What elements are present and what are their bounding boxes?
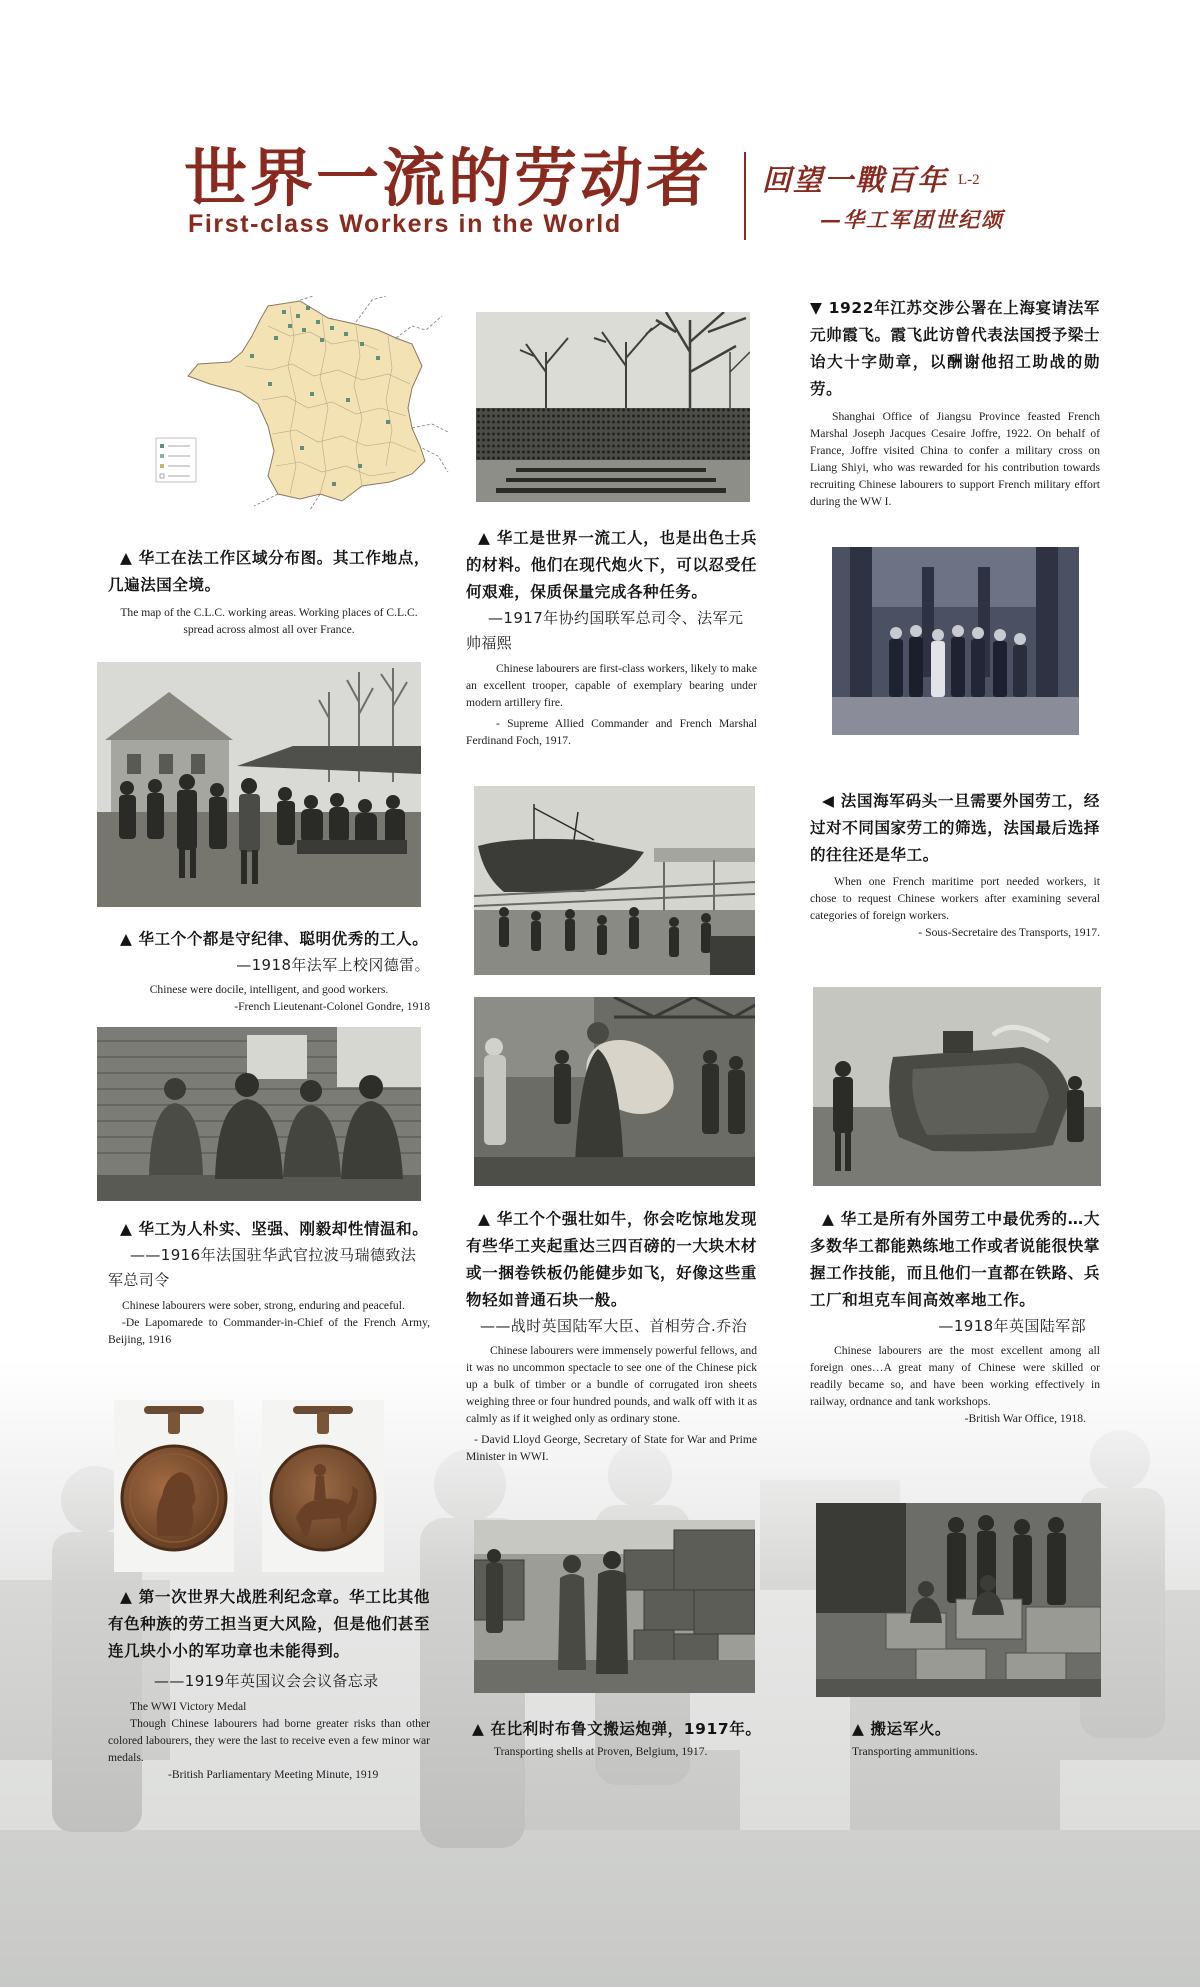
ground [474,1157,755,1186]
caption-text-english: Transporting ammunitions. [852,1745,978,1758]
caption-text-english: Transporting shells at Proven, Belgium, 1917. [494,1745,708,1758]
camp-scene [97,662,421,907]
caption-first-class-workers [466,525,757,749]
ammunition-scene [816,1503,1101,1697]
caption-text-english: Shanghai Office of Jiangsu Province feasted French Marshal Joseph Jacques Cesaire Joffre, 1922. On behalf of France, Joffre visited China to confer a military cross on Liang Shiyi, who was rewarded for his contribution towards recruiting Chinese labourers to support French military effort during the WW I. [810,410,1100,508]
troops-parade-photo [476,312,750,502]
wagon [710,936,755,975]
caption-source-english: -British War Office, 1918. [964,1412,1086,1425]
caption-text-chinese: ▲ 华工个个强壮如牛，你会吃惊地发现有些华工夹起重达三四百磅的一大块木材或一捆卷铁板仍能健步如飞，好像这些重物轻如普通石块一般。 [466,1210,757,1309]
courtyard-floor [832,697,1079,735]
dock-scene [474,786,755,975]
caption-text-chinese: ▼ 1922年江苏交涉公署在上海宴请法军元帅霞飞。霞飞此访曾代表法国授予梁士诒大十字勋章，以酬谢他招工助战的勋劳。 [810,299,1100,398]
medal-obverse [114,1400,234,1572]
caption-source-english: -De Lapomarede to Commander-in-Chief of the French Army, Beijing, 1916 [108,1316,430,1346]
title-divider [744,152,746,240]
caption-source-english: - Sous-Secretaire des Transports, 1917. [918,926,1100,939]
formation-rows [496,468,726,493]
caption-joffre-banquet [810,295,1100,510]
reception-scene [832,547,1079,735]
caption-victory-medal [108,1584,430,1783]
workers-at-camp-photo [97,662,421,907]
joffre-reception-photo [832,547,1079,735]
panel-code: L-2 [958,172,980,188]
caption-text-english: When one French maritime port needed workers, it chose to request Chinese workers after examining several categories of foreign workers. [810,875,1100,922]
caption-text-english: Chinese labourers were immensely powerful fellows, and it was no uncommon spectacle to see one of the Chinese pick up a bulk of timber or a bundle of corrugated iron sheets weighing three or four hundred pounds, and walk off with it as calmly as if it weighed only as ordinary stone. [466,1344,757,1425]
caption-text-chinese: ◀ 法国海军码头一旦需要外国劳工，经过对不同国家劳工的筛选，法国最后选择的往往还是华工。 [810,792,1100,864]
caption-text-chinese: ▲ 华工为人朴实、坚强、刚毅却性情温和。 [120,1220,429,1238]
caption-source-chinese: —1917年协约国联军总司令、法军元帅福熙 [466,609,744,652]
caption-text-chinese: ▲ 华工是所有外国劳工中最优秀的…大多数华工都能熟练地工作或者说能很快掌握工作技能，而且他们一直都在铁路、兵工厂和坦克车间高效率地工作。 [810,1210,1100,1309]
caption-most-excellent [810,1206,1100,1427]
caption-source-chinese: ——1916年法国驻华武官拉波马瑞德致法军总司令 [108,1246,417,1289]
caption-text-english: Chinese labourers are the most excellent among all foreign ones…A great many of Chinese were skilled or readily became so, and have been working effectively in railway, ordnance and tank workshops. [810,1344,1100,1408]
caption-text-chinese: ▲ 在比利时布鲁文搬运炮弹，1917年。 [472,1720,762,1738]
victory-medal-back [262,1400,384,1572]
building-facade [872,547,1042,607]
caption-text-chinese: ▲ 华工个个都是守纪律、聪明优秀的工人。 [120,930,429,948]
caption-source-english: - Supreme Allied Commander and French Marshal Ferdinand Foch, 1917. [466,717,757,747]
series-title: 回望一戰百年 [762,163,949,197]
caption-disciplined-workers [108,926,430,1015]
caption-source-chinese: —1918年法军上校冈德雷。 [236,956,430,974]
caption-source-chinese: ——战时英国陆军大臣、首相劳合.乔治 [480,1317,747,1335]
caption-transporting-ammunition [852,1716,1100,1760]
sack-carrying-scene [474,997,755,1186]
seated-workers-photo [97,1027,421,1201]
parade-scene [476,312,750,502]
caption-text-chinese: ▲ 第一次世界大战胜利纪念章。华工比其他有色种族的劳工担当更大风险，但是他们甚至连几块小小的军功章也未能得到。 [108,1588,431,1660]
caption-text-english: Chinese labourers were sober, strong, enduring and peaceful. [122,1299,405,1312]
shells-scene [474,1520,755,1693]
caption-source-chinese: ——1919年英国议会会议备忘录 [154,1672,379,1690]
transporting-ammunition-photo [816,1503,1101,1697]
page-title-english: First-class Workers in the World [188,210,622,238]
france-map [150,296,450,511]
caption-source-chinese: —1918年英国陆军部 [938,1317,1086,1335]
clc-working-areas-map [150,296,450,511]
caption-text-english: Though Chinese labourers had borne greater risks than other colored labourers, they were the last to receive even a few minor war medals. [108,1717,430,1764]
tank-scene [813,987,1101,1186]
transporting-shells-photo [474,1520,755,1693]
map-legend [156,438,196,482]
ship-dock-workers-photo [474,786,755,975]
caption-clc-map [108,545,430,638]
caption-text-chinese: ▲ 搬运军火。 [852,1720,952,1738]
crowd-of-troops [476,408,750,460]
page-title-chinese: 世界一流的劳动者 [184,141,712,215]
caption-transporting-shells [472,1716,762,1760]
caption-source-english: -British Parliamentary Meeting Minute, 1919 [168,1768,379,1781]
caption-text-english: Chinese labourers are first-class workers, likely to make an excellent trooper, capable of exemplary bearing under modern artillery fire. [466,662,757,709]
medal-reverse [262,1400,384,1572]
wagon-wall [816,1503,906,1613]
caption-source-english: - David Lloyd George, Secretary of State for War and Prime Minister in WWI. [466,1433,757,1463]
caption-powerful-workers [466,1206,757,1465]
caption-text-chinese: ▲ 华工是世界一流工人，也是出色士兵的材料。他们在现代炮火下，可以忍受任何艰难，保质保量完成各种任务。 [466,529,757,601]
caption-text-chinese: ▲ 华工在法工作区域分布图。其工作地点，几遍法国全境。 [108,549,430,594]
caption-text-english: The map of the C.L.C. working areas. Working places of C.L.C. spread across almost all over France. [120,606,418,636]
caption-text-english: Chinese were docile, intelligent, and good workers. [149,983,389,996]
shoreline [654,848,755,862]
tank-workshop-photo [813,987,1101,1186]
ground [816,1679,1101,1697]
victory-medal-front [114,1400,234,1572]
caption-source-english: -French Lieutenant-Colonel Gondre, 1918 [234,1000,430,1013]
worker-carrying-sack-photo [474,997,755,1186]
series-subtitle: —华工军团世纪颂 [820,207,1004,232]
caption-title-english: The WWI Victory Medal [130,1700,247,1713]
caption-sober-workers [108,1216,430,1348]
caption-maritime-port [810,788,1100,941]
barracks-scene [97,1027,421,1201]
